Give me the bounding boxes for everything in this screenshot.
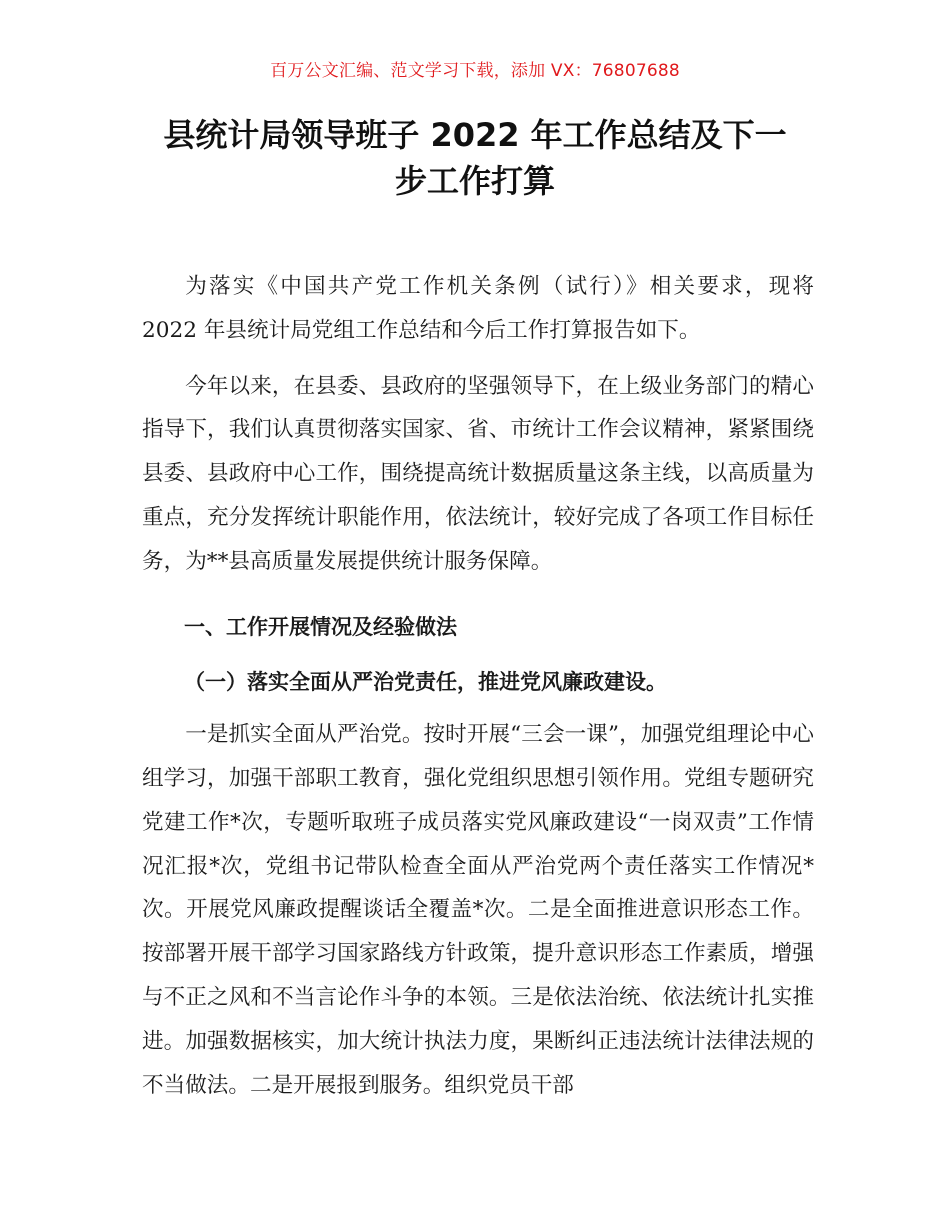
intro-paragraph: 为落实《中国共产党工作机关条例（试行）》相关要求，现将 2022 年县统计局党组工作总结和今后工作打算报告如下。 [142, 274, 814, 343]
title-line-2: 步工作打算 [394, 162, 555, 200]
document-title [120, 112, 830, 204]
summary-paragraph: 今年以来，在县委、县政府的坚强领导下，在上级业务部门的精心指导下，我们认真贯彻落实国家、省、市统计工作会议精神，紧紧围绕县委、县政府中心工作，围绕提高统计数据质量这条主线，以高质量为重点，充分发挥统计职能作用，依法统计，较好完成了各项工作目标任务，为**县高质量发展提供统计服务保障。 [142, 373, 814, 574]
section-heading: 一、工作开展情况及经验做法 [184, 614, 457, 639]
subsection-heading: （一）落实全面从严治党责任，推进党风廉政建设。 [184, 670, 667, 695]
title-line-1: 县统计局领导班子 2022 年工作总结及下一 [163, 116, 787, 154]
subsection-paragraph: 一是抓实全面从严治党。按时开展“三会一课”，加强党组理论中心组学习，加强干部职工教育，强化党组织思想引领作用。党组专题研究党建工作*次，专题听取班子成员落实党风廉政建设“一岗双责”工作情况汇报*次，党组书记带队检查全面从严治党两个责任落实工作情况*次。开展党风廉政提醒谈话全覆盖*次。二是全面推进意识形态工作。按部署开展干部学习国家路线方针政策，提升意识形态工作素质，增强与不正之风和不当言论作斗争的本领。三是依法治统、依法统计扎实推进。加强数据核实，加大统计执法力度，果断纠正违法统计法律法规的不当做法。二是开展报到服务。组织党员干部 [142, 722, 814, 1098]
download-banner: 百万公文汇编、范文学习下载，添加 VX：76807688 [270, 61, 680, 81]
document-body [142, 265, 814, 1119]
